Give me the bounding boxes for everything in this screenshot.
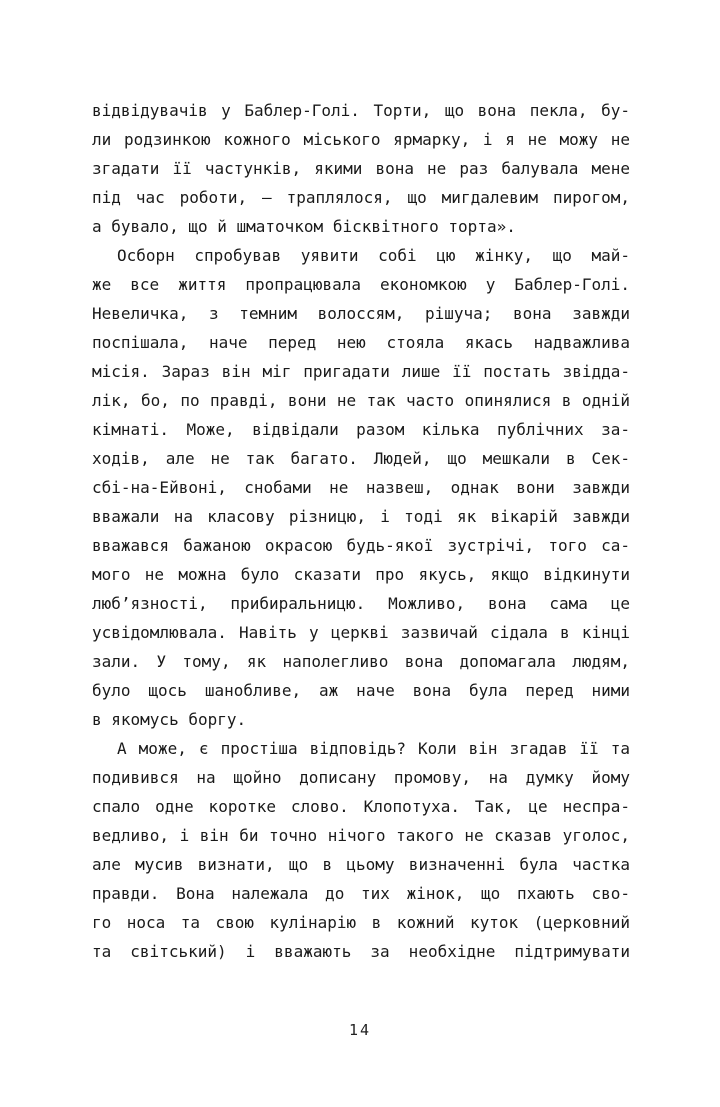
text-line: вважали на класову різницю, і тоді як вікарій завжди — [92, 507, 630, 526]
text-line: а бувало, що й шматочком бісквітного торта». — [92, 217, 516, 236]
text-line: го носа та свою кулінарію в кожний куток (церковний — [92, 913, 630, 932]
text-line: але мусив визнати, що в цьому визначенні була частка — [92, 855, 630, 874]
text-line: ведливо, і він би точно нічого такого не сказав уголос, — [92, 826, 630, 845]
text-line: же все життя пропрацювала економкою у Баблер-Голі. — [92, 275, 630, 294]
text-line: зали. У тому, як наполегливо вона допомагала людям, — [92, 652, 630, 671]
text-line: подивився на щойно дописану промову, на думку йому — [92, 768, 630, 787]
text-line: Невеличка, з темним волоссям, рішуча; вона завжди — [92, 304, 630, 323]
text-line: усвідомлювала. Навіть у церкві зазвичай сідала в кінці — [92, 623, 630, 642]
paragraph — [92, 96, 630, 241]
text-line: відвідувачів у Баблер-Голі. Торти, що вона пекла, бу- — [92, 101, 630, 120]
body-text — [92, 96, 630, 966]
text-line: вважався бажаною окрасою будь-якої зустрічі, того са- — [92, 536, 630, 555]
page-number: 14 — [348, 1021, 372, 1039]
text-line: ли родзинкою кожного міського ярмарку, і я не можу не — [92, 130, 630, 149]
text-line: було щось шанобливе, аж наче вона була перед ними — [92, 681, 630, 700]
text-line: в якомусь боргу. — [92, 710, 247, 729]
text-line: під час роботи, — траплялося, що мигдалевим пирогом, — [92, 188, 630, 207]
text-line: люб’язності, прибиральницю. Можливо, вона сама це — [92, 594, 630, 613]
text-line: кімнаті. Може, відвідали разом кілька публічних за- — [92, 420, 630, 439]
text-line: місія. Зараз він міг пригадати лише її постать звідда- — [92, 362, 630, 381]
paragraph — [92, 734, 630, 966]
text-line: ходів, але не так багато. Людей, що мешкали в Сек- — [92, 449, 630, 468]
text-line: та світський) і вважають за необхідне підтримувати — [92, 942, 630, 961]
text-line: згадати її частунків, якими вона не раз балувала мене — [92, 159, 630, 178]
text-line: мого не можна було сказати про якусь, якщо відкинути — [92, 565, 630, 584]
text-line: сбі-на-Ейвоні, снобами не назвеш, однак вони завжди — [92, 478, 630, 497]
text-line: спало одне коротке слово. Клопотуха. Так, це неспра- — [92, 797, 630, 816]
text-line: А може, є простіша відповідь? Коли він згадав її та — [117, 739, 630, 758]
paragraph — [92, 241, 630, 734]
text-line: лік, бо, по правді, вони не так часто опинялися в одній — [92, 391, 630, 410]
text-line: Осборн спробував уявити собі цю жінку, що май- — [117, 246, 630, 265]
text-line: правди. Вона належала до тих жінок, що пхають сво- — [92, 884, 630, 903]
text-line: поспішала, наче перед нею стояла якась надважлива — [92, 333, 630, 352]
